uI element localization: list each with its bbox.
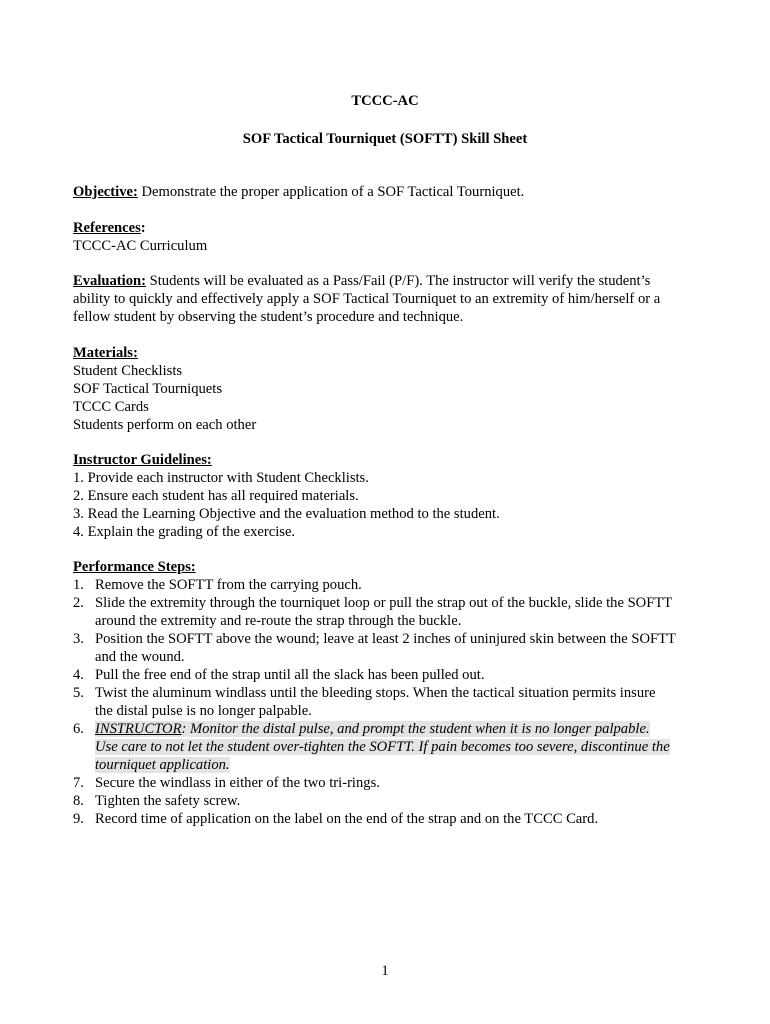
step-number: 4. [73, 667, 84, 683]
step-number: 9. [73, 811, 84, 827]
materials-item: Students perform on each other [73, 417, 257, 433]
references-label: References [73, 220, 141, 236]
step-number: 6. [73, 721, 84, 737]
step-number: 8. [73, 793, 84, 809]
instructor-note-text: tourniquet application. [95, 757, 230, 773]
step-text: the distal pulse is no longer palpable. [95, 703, 312, 719]
step-item [73, 792, 713, 810]
guideline-item: 2. Ensure each student has all required materials. [73, 488, 359, 504]
instructor-note-label: INSTRUCTOR [95, 721, 182, 737]
instructor-note-text: Use care to not let the student over-tighten the SOFTT. If pain becomes too severe, discontinue the [95, 739, 670, 755]
step-number: 2. [73, 595, 84, 611]
step-item-instructor-note [73, 720, 713, 774]
objective-section [73, 183, 713, 201]
step-item [73, 684, 713, 720]
step-text: Pull the free end of the strap until all the slack has been pulled out. [95, 667, 485, 683]
evaluation-section [73, 272, 713, 326]
step-number: 7. [73, 775, 84, 791]
step-number: 1. [73, 577, 84, 593]
document-org-title: TCCC-AC [351, 93, 419, 109]
step-text: Remove the SOFTT from the carrying pouch. [95, 577, 362, 593]
materials-item: TCCC Cards [73, 399, 149, 415]
instructor-note-text: : Monitor the distal pulse, and prompt the student when it is no longer palpable. [181, 721, 650, 737]
step-text: Slide the extremity through the tourniquet loop or pull the strap out of the buckle, slide the SOFTT [95, 595, 673, 611]
evaluation-line: Students will be evaluated as a Pass/Fail (P/F). The instructor will verify the student’s [145, 273, 651, 289]
step-item [73, 576, 713, 594]
instructor-guidelines-label: Instructor Guidelines: [73, 452, 212, 468]
reference-item: TCCC-AC Curriculum [73, 238, 208, 254]
performance-steps-list [73, 576, 713, 828]
step-text: Twist the aluminum windlass until the bleeding stops. When the tactical situation permits insure [95, 685, 656, 701]
document-title: SOF Tactical Tourniquet (SOFTT) Skill Sheet [242, 131, 528, 147]
materials-item: Student Checklists [73, 363, 183, 379]
guideline-item: 3. Read the Learning Objective and the evaluation method to the student. [73, 506, 500, 522]
materials-section [73, 344, 713, 434]
instructor-guidelines-section [73, 451, 713, 541]
step-item [73, 774, 713, 792]
step-text: Secure the windlass in either of the two tri-rings. [95, 775, 380, 791]
step-number: 3. [73, 631, 84, 647]
step-number: 5. [73, 685, 84, 701]
step-item [73, 594, 713, 630]
step-text: around the extremity and re-route the strap through the buckle. [95, 613, 462, 629]
materials-item: SOF Tactical Tourniquets [73, 381, 223, 397]
step-item [73, 630, 713, 666]
materials-label: Materials: [73, 345, 138, 361]
page-number: 1 [381, 963, 389, 979]
step-text: Record time of application on the label on the end of the strap and on the TCCC Card. [95, 811, 599, 827]
step-text: Position the SOFTT above the wound; leave at least 2 inches of uninjured skin between the SOFTT [95, 631, 676, 647]
step-text: and the wound. [95, 649, 185, 665]
performance-steps-label: Performance Steps: [73, 559, 196, 575]
references-section [73, 219, 713, 255]
objective-text: Demonstrate the proper application of a SOF Tactical Tourniquet. [137, 184, 525, 200]
evaluation-line: fellow student by observing the student’s procedure and technique. [73, 309, 464, 325]
evaluation-line: ability to quickly and effectively apply a SOF Tactical Tourniquet to an extremity of him/herself or a [73, 291, 661, 307]
performance-steps-section [73, 558, 713, 828]
objective-label: Objective: [73, 184, 138, 200]
guideline-item: 1. Provide each instructor with Student Checklists. [73, 470, 369, 486]
guideline-item: 4. Explain the grading of the exercise. [73, 524, 296, 540]
step-item [73, 810, 713, 828]
step-item [73, 666, 713, 684]
evaluation-label: Evaluation: [73, 273, 146, 289]
step-text: Tighten the safety screw. [95, 793, 241, 809]
references-colon: : [140, 220, 146, 236]
